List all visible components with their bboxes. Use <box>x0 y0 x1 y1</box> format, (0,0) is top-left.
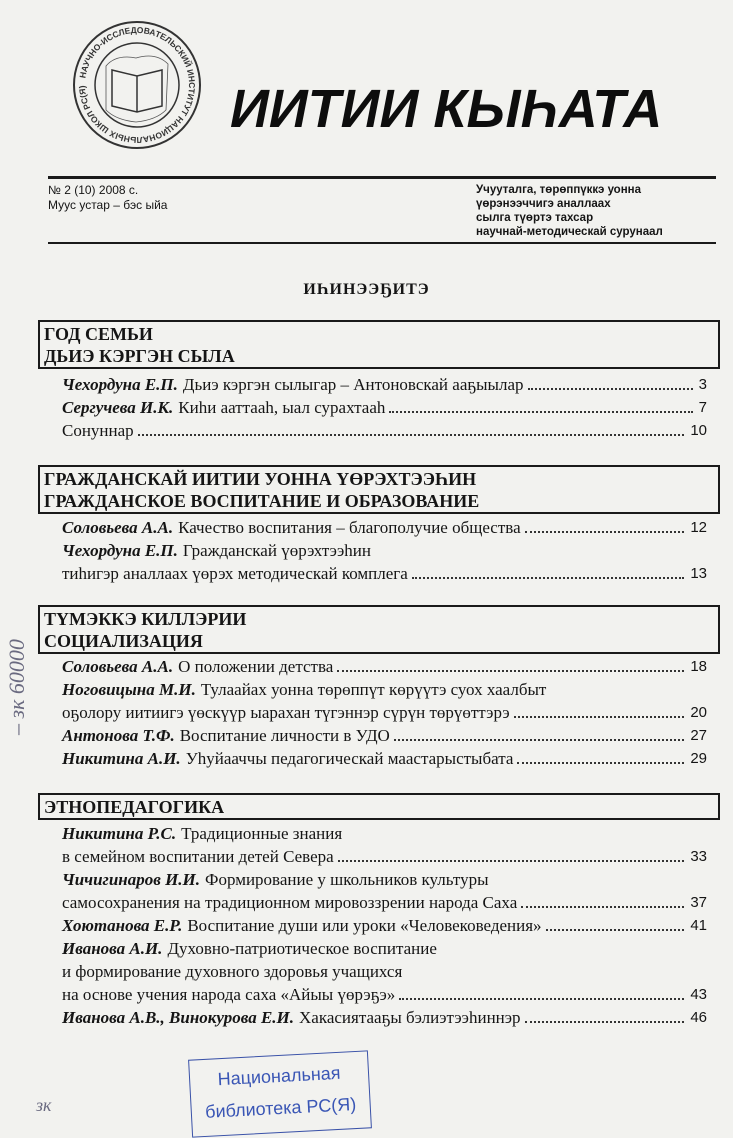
entry-title: Киһи ааттааһ, ыал сурахтааһ <box>178 398 386 417</box>
entry-author: Антонова Т.Ф. <box>62 726 175 745</box>
entry-author: Соловьева А.А. <box>62 518 174 537</box>
toc-entry[interactable] <box>62 680 707 700</box>
issue-month: Муус устар – бэс ыйа <box>48 198 168 212</box>
section-title: ГРАЖДАНСКАЙ ИИТИИ УОННА ҮӨРЭХТЭЭҺИН <box>44 469 477 489</box>
entry-title: Уһуйааччы педагогическай маастарыстыбата <box>185 749 514 768</box>
toc-entry[interactable] <box>62 962 707 982</box>
entry-author: Чехордуна Е.П. <box>62 375 178 394</box>
section-title: СОЦИАЛИЗАЦИЯ <box>44 631 203 651</box>
page-number: 12 <box>690 519 707 536</box>
journal-title: ИИТИИ КЫҺАТА <box>230 79 663 139</box>
stamp-line: Национальная <box>217 1062 341 1090</box>
page-number: 7 <box>698 399 707 416</box>
issue-info <box>48 183 167 213</box>
entry-title: самосохранения на традиционном мировоззрении народа Саха <box>62 893 518 912</box>
page-number: 10 <box>690 422 707 439</box>
entry-title: и формирование духовного здоровья учащихся <box>62 962 403 981</box>
entry-title: О положении детства <box>178 657 334 676</box>
entry-title: Духовно-патриотическое воспитание <box>167 939 437 958</box>
entry-title: Дьиэ кэргэн сылыгар – Антоновскай ааҕыылар <box>182 375 524 394</box>
toc-entry[interactable] <box>62 726 707 746</box>
section-header <box>38 793 720 820</box>
entry-title: Формирование у школьников культуры <box>205 870 489 889</box>
entry-author: Хоютанова Е.Р. <box>62 916 183 935</box>
entry-title: Воспитание души или уроки «Человековедения» <box>187 916 542 935</box>
leader-dots <box>337 670 684 672</box>
page-number: 33 <box>690 848 707 865</box>
handwritten-corner-note: зк <box>36 1095 52 1115</box>
journal-description <box>476 183 663 239</box>
toc-entry[interactable] <box>62 847 707 867</box>
entry-title: Качество воспитания – благополучие общества <box>178 518 521 537</box>
section-title: ГРАЖДАНСКОЕ ВОСПИТАНИЕ И ОБРАЗОВАНИЕ <box>44 491 480 511</box>
entry-author: Чехордуна Е.П. <box>62 541 178 560</box>
toc-entry[interactable] <box>62 939 707 959</box>
toc-entry[interactable] <box>62 893 707 913</box>
section-title: ГОД СЕМЬИ <box>44 324 153 344</box>
toc-entry[interactable] <box>62 1008 707 1028</box>
section-header <box>38 465 720 514</box>
section-title: ТҮМЭККЭ КИЛЛЭРИИ <box>44 609 247 629</box>
entry-author: Никитина А.И. <box>62 749 181 768</box>
toc-entry[interactable] <box>62 749 707 769</box>
toc-entry[interactable] <box>62 824 707 844</box>
entry-title: Гражданскай үөрэхтээһин <box>182 541 371 560</box>
leader-dots <box>412 577 685 579</box>
toc-entry[interactable] <box>62 541 707 561</box>
toc-entry[interactable] <box>62 518 707 538</box>
leader-dots <box>514 716 685 718</box>
library-stamp <box>188 1050 372 1137</box>
toc-entry[interactable] <box>62 916 707 936</box>
page-number: 29 <box>690 750 707 767</box>
toc-entry[interactable] <box>62 398 707 418</box>
toc-entry[interactable] <box>62 870 707 890</box>
entry-author: Соловьева А.А. <box>62 657 174 676</box>
entry-author: Иванова А.В., Винокурова Е.И. <box>62 1008 295 1027</box>
toc-entry[interactable] <box>62 421 707 441</box>
entry-title: тиһигэр аналлаах үөрэх методическай комплега <box>62 564 408 583</box>
page-number: 13 <box>690 565 707 582</box>
section-header <box>38 320 720 369</box>
description-line: үөрэнээччигэ аналлаах <box>476 198 611 210</box>
toc-title: ИҺИНЭЭҔИТЭ <box>303 281 430 298</box>
entry-title: Тулаайах уонна төрөппүт көрүүтэ суох хаалбыт <box>200 680 547 699</box>
leader-dots <box>521 906 684 908</box>
entry-author: Никитина Р.С. <box>62 824 177 843</box>
svg-text:НАУЧНО-ИССЛЕДОВАТЕЛЬСКИЙ ИНСТИ: НАУЧНО-ИССЛЕДОВАТЕЛЬСКИЙ ИНСТИТУТ НАЦИОНАЛЬНЫХ ШКОЛ РС(Я) <box>76 24 198 146</box>
page-number: 18 <box>690 658 707 675</box>
leader-dots <box>546 929 685 931</box>
page-number: 43 <box>690 986 707 1003</box>
entry-title: на основе учения народа саха «Айыы үөрэҕэ» <box>62 985 396 1004</box>
issue-number: № 2 (10) 2008 с. <box>48 183 139 197</box>
page-number: 20 <box>690 704 707 721</box>
section-header <box>38 605 720 654</box>
entry-title: Хакасиятааҕы бэлиэтээһиннэр <box>299 1008 521 1027</box>
description-line: научнай-методическай сурунаал <box>476 226 663 238</box>
entry-title: Воспитание личности в УДО <box>179 726 390 745</box>
divider <box>48 242 716 244</box>
toc-entry[interactable] <box>62 703 707 723</box>
leader-dots <box>528 388 693 390</box>
stamp-line: библиотека РС(Я) <box>204 1094 357 1122</box>
toc-entry[interactable] <box>62 657 707 677</box>
leader-dots <box>525 1021 685 1023</box>
page-number: 3 <box>698 376 707 393</box>
leader-dots <box>525 531 685 533</box>
leader-dots <box>389 411 692 413</box>
entry-title: в семейном воспитании детей Севера <box>62 847 334 866</box>
leader-dots <box>517 762 684 764</box>
entry-author: Иванова А.И. <box>62 939 163 958</box>
leader-dots <box>338 860 685 862</box>
divider <box>48 176 716 179</box>
entry-title: Традиционные знания <box>181 824 343 843</box>
toc-entry[interactable] <box>62 564 707 584</box>
entry-title: Сонуннар <box>62 421 134 440</box>
leader-dots <box>399 998 684 1000</box>
page-number: 37 <box>690 894 707 911</box>
entry-author: Чичигинаров И.И. <box>62 870 201 889</box>
toc-entry[interactable] <box>62 985 707 1005</box>
leader-dots <box>394 739 684 741</box>
page-number: 46 <box>690 1009 707 1026</box>
description-line: Учууталга, төрөппүккэ уонна <box>476 184 641 196</box>
section-title: ДЬИЭ КЭРГЭН СЫЛА <box>44 346 235 366</box>
institute-seal <box>70 18 204 152</box>
leader-dots <box>138 434 685 436</box>
section-title: ЭТНОПЕДАГОГИКА <box>44 797 225 817</box>
entry-author: Ноговицына М.И. <box>62 680 196 699</box>
page-number: 27 <box>690 727 707 744</box>
description-line: сылга түөртэ тахсар <box>476 212 594 224</box>
toc-entry[interactable] <box>62 375 707 395</box>
entry-title: оҕолору иитиигэ үөскүүр ыарахан түгэннэр сүрүн төрүөттэрэ <box>62 703 510 722</box>
handwritten-note: – зк 60000 <box>4 639 29 735</box>
page-number: 41 <box>690 917 707 934</box>
entry-author: Сергучева И.К. <box>62 398 174 417</box>
